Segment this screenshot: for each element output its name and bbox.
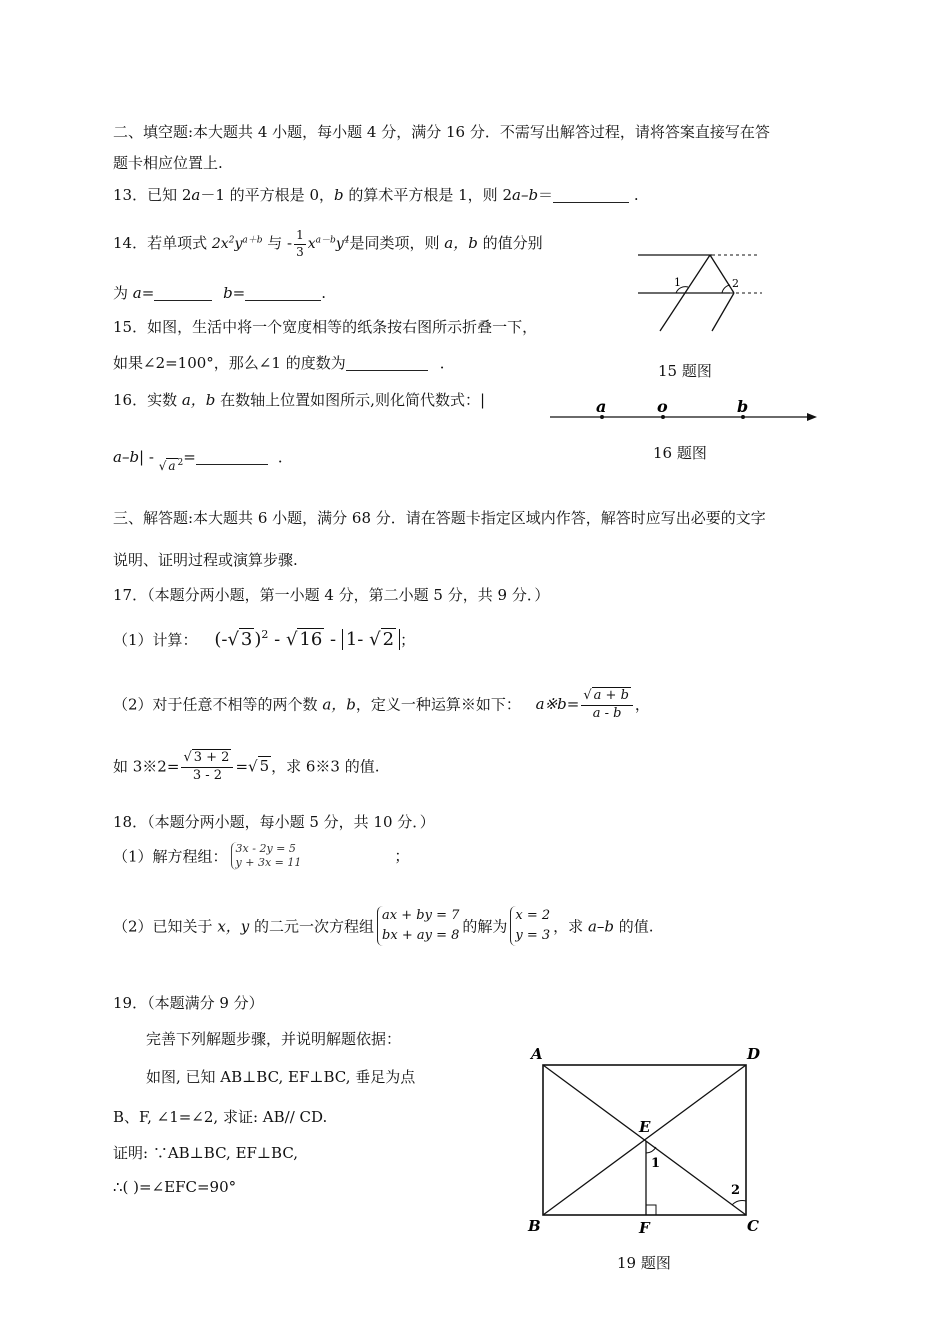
question-17-part1: （1）计算： (-√ 3 )$^2$ - √ 16 - 1- √ 2 ； <box>113 628 416 650</box>
question-18-part2: （2）已知关于 x，y 的二元一次方程组 ax + by = 7 bx + ay = 8 的解为 x = 2 y = 3 ，求 a–b 的值. <box>113 906 654 946</box>
point-D: D <box>747 1045 761 1063</box>
proof-line-2: ∴( )=∠EFC=90° <box>113 1178 237 1196</box>
question-19-given-cont: B、F, ∠1=∠2, 求证: AB// CD. <box>113 1108 328 1126</box>
question-14-answers: 为 a= b= . <box>113 284 327 302</box>
question-16: 16．实数 a，b 在数轴上位置如图所示,则化简代数式：| <box>113 391 485 409</box>
answer-blank-16[interactable] <box>196 449 268 465</box>
question-16-cont: a–b| - √ a $^2$= ． <box>113 448 293 473</box>
point-label-b: b <box>737 397 749 416</box>
point-A: A <box>531 1045 543 1063</box>
question-15: 15．如图，生活中将一个宽度相等的纸条按右图所示折叠一下， <box>113 318 538 336</box>
figure-19-rectangle-diagram <box>525 1043 770 1238</box>
equation-system-1: 3x - 2y = 5 y + 3x = 11 <box>231 842 302 870</box>
question-17-example: 如 3※2= $\frac{√ 3 + 2}{3 - 2}$ =√ 5 ，求 6※3 的值. <box>113 750 380 783</box>
point-E: E <box>639 1118 651 1136</box>
answer-blank-15[interactable] <box>346 355 428 371</box>
example-fraction: $\frac{√ 3 + 2}{3 - 2}$ <box>181 750 233 785</box>
point-C: C <box>747 1217 759 1235</box>
answer-blank-14a[interactable] <box>154 285 212 301</box>
proof-line-1: 证明: ∵AB⊥BC, EF⊥BC, <box>113 1144 299 1162</box>
point-B: B <box>528 1217 541 1235</box>
angle-label-1: 1 <box>674 276 681 289</box>
angle-1-label: 1 <box>651 1156 661 1171</box>
figure-16-caption: 16 题图 <box>653 444 707 462</box>
section3-title-cont: 说明、证明过程或演算步骤. <box>113 551 298 569</box>
point-label-o: o <box>657 397 668 416</box>
sqrt-a-squared: √ a $^2$ <box>158 458 184 473</box>
angle-2-label: 2 <box>731 1183 741 1198</box>
solution-system: x = 2 y = 3 <box>510 906 550 946</box>
point-label-a: a <box>596 397 607 416</box>
question-17-part2: （2）对于任意不相等的两个数 a，b，定义一种运算※如下： a※b= $\frac{√ a + b}{a - b}$ ， <box>113 688 650 721</box>
figure-15-folded-strip <box>630 245 770 345</box>
equation-system-2: ax + by = 7 bx + ay = 8 <box>377 906 459 946</box>
operation-definition-fraction: $\frac{√ a + b}{a - b}$ <box>581 688 633 723</box>
question-15-cont: 如果∠2=100°，那么∠1 的度数为 ． <box>113 354 455 372</box>
question-17: 17．（本题分两小题，第一小题 4 分，第二小题 5 分，共 9 分．） <box>113 586 550 604</box>
question-18-part1: （1）解方程组： 3x - 2y = 5 y + 3x = 11 ； <box>113 842 410 869</box>
question-19-given: 如图, 已知 AB⊥BC, EF⊥BC, 垂足为点 <box>146 1068 416 1086</box>
angle-label-2: 2 <box>732 277 739 290</box>
section2-title: 二、填空题:本大题共 4 小题，每小题 4 分，满分 16 分．不需写出解答过程，请将答案直接写在答 <box>113 123 770 141</box>
answer-blank-14b[interactable] <box>245 285 321 301</box>
figure-16-number-line <box>545 393 825 429</box>
question-19-instruction: 完善下列解题步骤，并说明解题依据： <box>146 1030 402 1048</box>
question-14: 14．若单项式 $2x^2y^{a+b}$ 与 - $\frac{1}{3}$ $x^{a-b}y^4$是同类项，则 a，b 的值分别 <box>113 228 543 259</box>
answer-blank-13[interactable] <box>553 187 629 203</box>
fraction-one-third: $\frac{1}{3}$ <box>296 228 304 259</box>
question-18: 18．（本题分两小题，每小题 5 分，共 10 分．） <box>113 813 435 831</box>
section3-title: 三、解答题:本大题共 6 小题，满分 68 分．请在答题卡指定区域内作答，解答时应写出必要的文字 <box>113 509 766 527</box>
question-13: 13．已知 2a－1 的平方根是 0，b 的算术平方根是 1，则 2a–b＝ . <box>113 186 639 204</box>
section2-title-cont: 题卡相应位置上. <box>113 154 223 172</box>
question-19: 19．（本题满分 9 分） <box>113 994 264 1012</box>
computation-expression: (-√ 3 )$^2$ - √ 16 - 1- √ 2 <box>214 629 400 650</box>
figure-19-caption: 19 题图 <box>617 1254 671 1272</box>
point-F: F <box>639 1219 650 1237</box>
figure-15-caption: 15 题图 <box>658 362 712 380</box>
